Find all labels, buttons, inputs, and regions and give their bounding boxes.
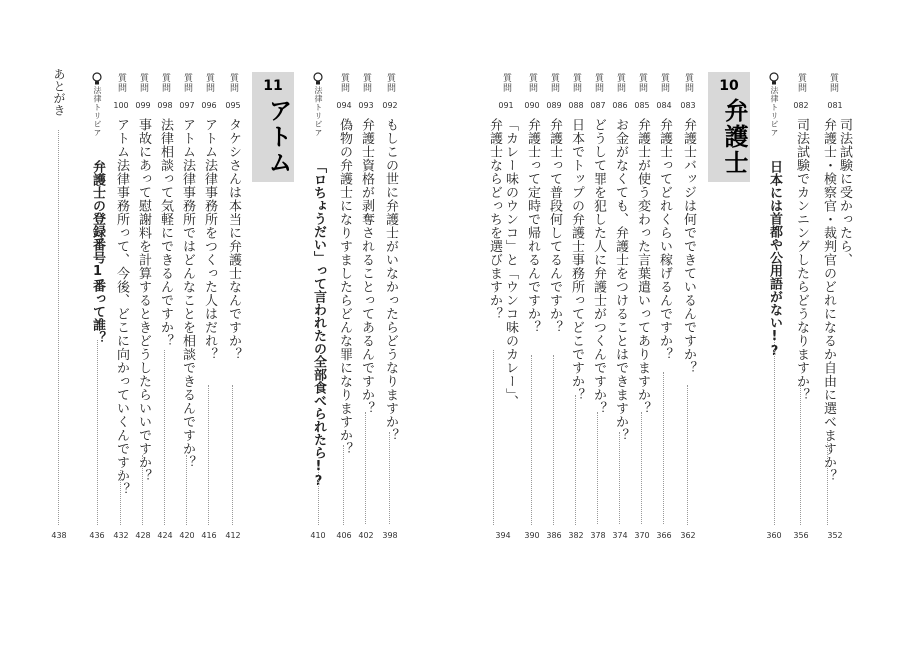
leader-dots bbox=[208, 385, 211, 525]
question-label: 質問 bbox=[659, 73, 669, 93]
question-text: 事故にあって慰謝料を計算するときどうしたらいいですか？ bbox=[136, 118, 151, 483]
toc-entry-081[interactable] bbox=[815, 0, 855, 647]
toc-entry-083[interactable] bbox=[675, 0, 701, 647]
leader-dots bbox=[800, 385, 803, 525]
question-text: 日本でトップの弁護士事務所ってどこですか？ bbox=[569, 118, 584, 402]
leader-dots bbox=[142, 455, 145, 525]
question-text: 弁護士って普段何してるんですか？ bbox=[547, 118, 562, 334]
trivia-label: 法律トリビア bbox=[314, 86, 323, 137]
question-number: 091 bbox=[498, 101, 514, 110]
question-number: 092 bbox=[382, 101, 398, 110]
question-text: もしこの世に弁護士がいなかったらどうなりますか？ bbox=[383, 118, 398, 442]
question-text: 司法試験に受かったら、 bbox=[837, 118, 852, 267]
page-number: 390 bbox=[524, 531, 540, 540]
question-label: 質問 bbox=[571, 73, 581, 93]
question-text: アトム法律事務所をつくった人はだれ？ bbox=[202, 118, 217, 361]
afterword-title: あとがき bbox=[52, 68, 66, 116]
chapter-title: 弁護士 bbox=[720, 98, 748, 176]
leader-dots bbox=[389, 432, 392, 524]
question-text: 「カレー味のウンコ」と「ウンコ味のカレー」、 bbox=[503, 118, 518, 409]
toc-trivia-2[interactable] bbox=[305, 0, 331, 647]
question-number: 098 bbox=[157, 101, 173, 110]
page-number: 362 bbox=[680, 531, 696, 540]
leader-dots bbox=[619, 432, 622, 524]
question-text: 弁護士ならどっちを選びますか？ bbox=[487, 118, 502, 321]
page-number: 420 bbox=[179, 531, 195, 540]
page-number: 382 bbox=[568, 531, 584, 540]
question-label: 質問 bbox=[160, 73, 170, 93]
toc-entry-090[interactable] bbox=[521, 0, 543, 647]
question-number: 100 bbox=[113, 101, 129, 110]
question-text: 法律相談って気軽にできるんですか？ bbox=[158, 118, 173, 348]
toc-entry-091[interactable] bbox=[484, 0, 521, 647]
question-text: 弁護士ってどれくらい稼げるんですか？ bbox=[657, 118, 672, 361]
question-text: 弁護士って定時で帰れるんですか？ bbox=[525, 118, 540, 334]
toc-trivia-3[interactable] bbox=[84, 0, 110, 647]
question-label: 質問 bbox=[182, 73, 192, 93]
page-number: 352 bbox=[827, 531, 843, 540]
page-number: 398 bbox=[382, 531, 398, 540]
question-label: 質問 bbox=[796, 73, 806, 93]
question-number: 085 bbox=[634, 101, 650, 110]
page-number: 412 bbox=[225, 531, 241, 540]
question-label: 質問 bbox=[339, 73, 349, 93]
question-text: お金がなくても、弁護士をつけることはできますか？ bbox=[613, 118, 628, 442]
leader-dots bbox=[553, 355, 556, 525]
toc-afterword[interactable] bbox=[46, 0, 72, 647]
question-text: 弁護士資格が剥奪されることってあるんですか？ bbox=[359, 118, 374, 415]
question-text: アトム法律事務所ではどんなことを相談できるんですか？ bbox=[180, 118, 195, 469]
page-number: 356 bbox=[793, 531, 809, 540]
leader-dots bbox=[120, 470, 123, 525]
question-text: どうして罪を犯した人に弁護士がつくんですか？ bbox=[591, 118, 606, 415]
chapter-10-heading bbox=[708, 72, 750, 182]
question-number: 082 bbox=[793, 101, 809, 110]
question-number: 094 bbox=[336, 101, 352, 110]
question-label: 質問 bbox=[361, 73, 371, 93]
leader-dots bbox=[232, 385, 235, 525]
page-number: 428 bbox=[135, 531, 151, 540]
question-number: 083 bbox=[680, 101, 696, 110]
toc-entry-098[interactable] bbox=[154, 0, 176, 647]
toc-entry-094[interactable] bbox=[333, 0, 355, 647]
question-label: 質問 bbox=[828, 73, 838, 93]
question-number: 096 bbox=[201, 101, 217, 110]
toc-entry-093[interactable] bbox=[355, 0, 377, 647]
toc-entry-097[interactable] bbox=[176, 0, 198, 647]
page-number: 438 bbox=[51, 531, 67, 540]
leader-dots bbox=[318, 470, 321, 525]
question-label: 質問 bbox=[527, 73, 537, 93]
question-label: 質問 bbox=[385, 73, 395, 93]
question-text: 司法試験でカンニングしたらどうなりますか？ bbox=[794, 118, 809, 402]
leader-dots bbox=[641, 412, 644, 524]
page-number: 360 bbox=[766, 531, 782, 540]
question-number: 090 bbox=[524, 101, 540, 110]
question-label: 質問 bbox=[615, 73, 625, 93]
leader-dots bbox=[575, 395, 578, 525]
leader-dots bbox=[164, 350, 167, 525]
question-text: タケシさんは本当に弁護士なんですか？ bbox=[226, 118, 241, 361]
leader-dots bbox=[58, 130, 61, 525]
page-number: 416 bbox=[201, 531, 217, 540]
toc-entry-099[interactable] bbox=[132, 0, 154, 647]
toc-entry-082[interactable] bbox=[787, 0, 815, 647]
question-label: 質問 bbox=[549, 73, 559, 93]
trivia-label: 法律トリビア bbox=[770, 86, 779, 137]
page-number: 370 bbox=[634, 531, 650, 540]
leader-dots bbox=[531, 355, 534, 525]
page-number: 394 bbox=[495, 531, 511, 540]
leader-dots bbox=[186, 455, 189, 525]
leader-dots bbox=[493, 350, 496, 525]
toc-entry-086[interactable] bbox=[609, 0, 631, 647]
question-number: 099 bbox=[135, 101, 151, 110]
leader-dots bbox=[365, 412, 368, 524]
page-number: 424 bbox=[157, 531, 173, 540]
question-number: 097 bbox=[179, 101, 195, 110]
question-label: 質問 bbox=[116, 73, 126, 93]
trivia-label: 法律トリビア bbox=[93, 86, 102, 137]
lightbulb-icon bbox=[769, 72, 779, 86]
chapter-11-heading bbox=[252, 72, 294, 182]
page-number: 366 bbox=[656, 531, 672, 540]
question-text: 弁護士が使う変わった言葉遣いってありますか？ bbox=[635, 118, 650, 415]
question-text: アトム法律事務所って、今後、どこに向かっていくんですか？ bbox=[114, 118, 129, 496]
toc-entry-087[interactable] bbox=[587, 0, 609, 647]
question-label: 質問 bbox=[683, 73, 693, 93]
lightbulb-icon bbox=[92, 72, 102, 86]
question-text: 弁護士・検察官・裁判官のどれになるか自由に選べますか？ bbox=[821, 118, 836, 483]
leader-dots bbox=[97, 340, 100, 525]
question-number: 086 bbox=[612, 101, 628, 110]
toc-entry-100[interactable] bbox=[110, 0, 132, 647]
question-label: 質問 bbox=[593, 73, 603, 93]
leader-dots bbox=[343, 445, 346, 525]
leader-dots bbox=[663, 372, 666, 524]
chapter-number: 11 bbox=[263, 78, 283, 94]
page-number: 432 bbox=[113, 531, 129, 540]
toc-trivia-1[interactable] bbox=[761, 0, 787, 647]
question-text: 偽物の弁護士になりすましたらどんな罪になりますか？ bbox=[337, 118, 352, 456]
page-number: 374 bbox=[612, 531, 628, 540]
question-number: 087 bbox=[590, 101, 606, 110]
question-number: 089 bbox=[546, 101, 562, 110]
chapter-title: アトム bbox=[264, 98, 292, 176]
toc-entry-085[interactable] bbox=[631, 0, 653, 647]
leader-dots bbox=[774, 340, 777, 525]
leader-dots bbox=[597, 412, 600, 524]
trivia-title: 弁護士の登録番号1番って誰？ bbox=[90, 160, 105, 344]
toc-entry-092[interactable] bbox=[377, 0, 403, 647]
question-number: 088 bbox=[568, 101, 584, 110]
question-label: 質問 bbox=[138, 73, 148, 93]
question-text: 弁護士バッジは何でできているんですか？ bbox=[681, 118, 696, 375]
toc-entry-088[interactable] bbox=[565, 0, 587, 647]
page-number: 410 bbox=[310, 531, 326, 540]
lightbulb-icon bbox=[313, 72, 323, 86]
toc-entry-084[interactable] bbox=[653, 0, 675, 647]
question-label: 質問 bbox=[204, 73, 214, 93]
leader-dots bbox=[687, 385, 690, 525]
trivia-title: 「ロちょうだい」って言われたの全部食べられたら!? bbox=[311, 160, 326, 489]
leader-dots bbox=[827, 440, 830, 525]
question-number: 093 bbox=[358, 101, 374, 110]
question-number: 081 bbox=[827, 101, 843, 110]
chapter-number: 10 bbox=[719, 78, 739, 94]
question-number: 084 bbox=[656, 101, 672, 110]
question-label: 質問 bbox=[501, 73, 511, 93]
toc-entry-095[interactable] bbox=[220, 0, 246, 647]
question-label: 質問 bbox=[228, 73, 238, 93]
trivia-title: 日本には首都や公用語がない!? bbox=[767, 160, 782, 359]
toc-entry-089[interactable] bbox=[543, 0, 565, 647]
page-number: 406 bbox=[336, 531, 352, 540]
toc-entry-096[interactable] bbox=[198, 0, 220, 647]
question-number: 095 bbox=[225, 101, 241, 110]
question-label: 質問 bbox=[637, 73, 647, 93]
page-number: 402 bbox=[358, 531, 374, 540]
page-number: 386 bbox=[546, 531, 562, 540]
page-number: 378 bbox=[590, 531, 606, 540]
page-number: 436 bbox=[89, 531, 105, 540]
